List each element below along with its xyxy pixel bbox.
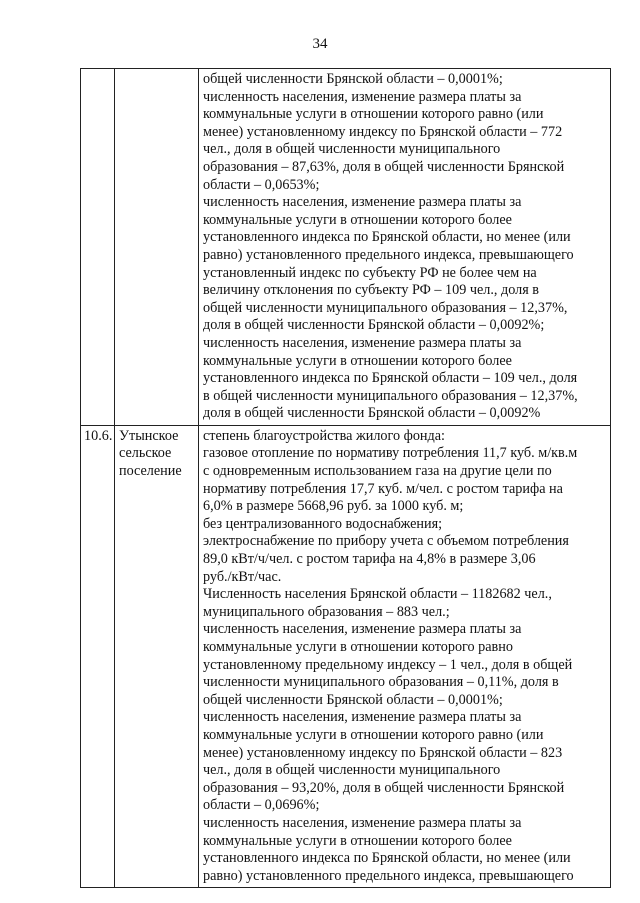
- text-line: области – 0,0696%;: [203, 797, 320, 814]
- text-line: коммунальные услуги в отношении которого более: [203, 832, 512, 849]
- table-row: [81, 425, 611, 887]
- text-line: с одновременным использованием газа на другие цели по: [203, 463, 552, 480]
- text-line: общей численности Брянской области – 0,0001%;: [203, 691, 503, 708]
- text-line: чел., доля в общей численности муниципального: [203, 762, 501, 779]
- text-line: численность населения, изменение размера платы за: [203, 334, 522, 351]
- text-line: образования – 93,20%, доля в общей численности Брянской: [203, 779, 565, 796]
- text-line: чел., доля в общей численности муниципального: [203, 141, 501, 158]
- text-line: численность населения, изменение размера платы за: [203, 194, 522, 211]
- page-number: 34: [312, 36, 328, 52]
- text-line: установленному предельному индексу – 1 чел., доля в общей: [203, 656, 573, 673]
- text-line: величину отклонения по субъекту РФ – 109 чел., доля в: [203, 282, 539, 299]
- text-line: Численность населения Брянской области – 1182682 чел.,: [203, 586, 552, 603]
- text-line: газовое отопление по нормативу потребления 11,7 куб. м/кв.м: [203, 445, 578, 462]
- text-line: коммунальные услуги в отношении которого более: [203, 352, 512, 369]
- text-line: общей численности Брянской области – 0,0001%;: [203, 71, 503, 87]
- document-table: [80, 68, 611, 888]
- text-line: установленного индекса по Брянской области, но менее (или: [203, 850, 571, 867]
- text-line: 6,0% в размере 5668,96 руб. за 1000 куб. м;: [203, 498, 464, 515]
- text-line: коммунальные услуги в отношении которого равно (или: [203, 726, 544, 743]
- municipality-name-cell: [115, 69, 199, 426]
- text-line: численность населения, изменение размера платы за: [203, 621, 522, 638]
- text-line: области – 0,0653%;: [203, 176, 320, 193]
- name-line: Утынское: [119, 427, 179, 444]
- name-line: поселение: [119, 463, 182, 480]
- text-line: руб./кВт/час.: [203, 568, 282, 585]
- text-line: численность населения, изменение размера платы за: [203, 709, 522, 726]
- table-row: [81, 69, 611, 426]
- text-line: установленного индекса по Брянской области, но менее (или: [203, 229, 571, 246]
- text-line: коммунальные услуги в отношении которого равно: [203, 639, 513, 655]
- text-line: установленного индекса по Брянской области – 109 чел., доля: [203, 370, 578, 387]
- text-line: доля в общей численности Брянской области – 0,0092%: [203, 405, 541, 422]
- text-line: в общей численности муниципального образования – 12,37%,: [203, 387, 578, 404]
- text-line: менее) установленному индексу по Брянской области – 823: [203, 744, 563, 761]
- text-line: равно) установленного предельного индекса, превышающего: [203, 246, 574, 263]
- text-line: степень благоустройства жилого фонда:: [203, 427, 445, 444]
- text-line: электроснабжение по прибору учета с объемом потребления: [203, 533, 569, 550]
- text-line: менее) установленному индексу по Брянской области – 772: [203, 123, 563, 140]
- municipality-name-cell: [115, 425, 199, 887]
- text-line: установленный индекс по субъекту РФ не более чем на: [203, 264, 537, 281]
- text-line: муниципального образования – 883 чел.;: [203, 603, 450, 620]
- text-line: равно) установленного предельного индекса, превышающего: [203, 867, 574, 884]
- text-line: коммунальные услуги в отношении которого равно (или: [203, 106, 544, 123]
- text-line: численность населения, изменение размера платы за: [203, 814, 522, 831]
- text-line: доля в общей численности Брянской области – 0,0092%;: [203, 317, 545, 334]
- text-line: численность населения, изменение размера платы за: [203, 88, 522, 105]
- description-cell: [199, 69, 611, 426]
- text-line: коммунальные услуги в отношении которого более: [203, 211, 512, 228]
- text-line: 89,0 кВт/ч/чел. с ростом тарифа на 4,8% в размере 3,06: [203, 551, 536, 568]
- row-number-cell: 10.6.: [81, 425, 115, 887]
- text-line: численности муниципального образования – 0,11%, доля в: [203, 674, 559, 691]
- description-cell: [199, 425, 611, 887]
- name-line: сельское: [119, 445, 172, 462]
- text-line: нормативу потребления 17,7 куб. м/чел. с ростом тарифа на: [203, 480, 563, 497]
- text-line: образования – 87,63%, доля в общей численности Брянской: [203, 158, 565, 175]
- text-line: без централизованного водоснабжения;: [203, 515, 443, 532]
- text-line: общей численности муниципального образования – 12,37%,: [203, 299, 568, 316]
- row-number-cell: [81, 69, 115, 426]
